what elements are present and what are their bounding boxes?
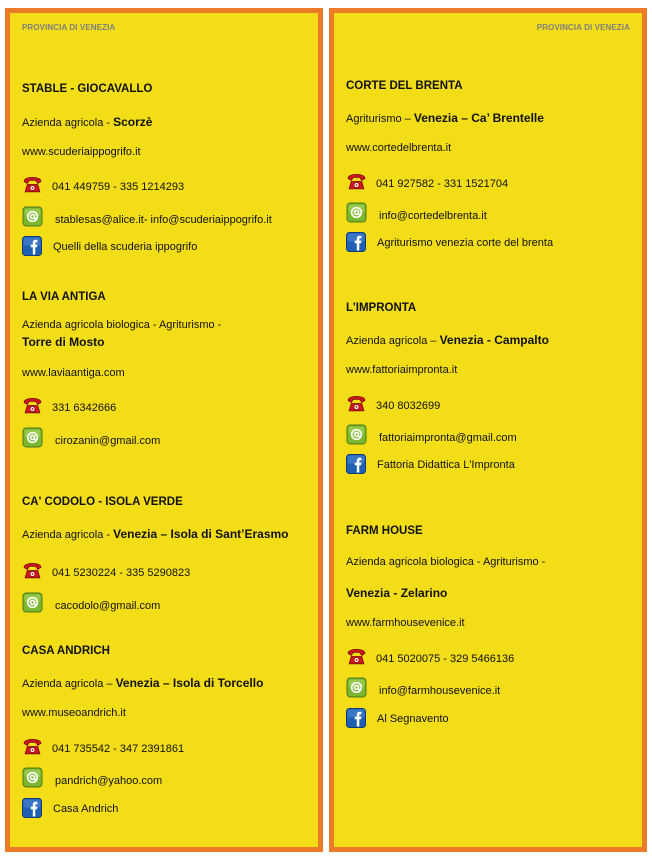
telephone-icon: [346, 646, 367, 667]
entry-type: Azienda agricola – Venezia - Campalto: [346, 333, 549, 347]
email-row: [346, 202, 646, 226]
facebook-icon: [22, 798, 42, 818]
email-address[interactable]: stablesas@alice.it- info@scuderiaippogrifo.it: [55, 214, 272, 226]
phone-row: [346, 171, 646, 195]
province-header: PROVINCIA DI VENEZIA: [22, 23, 116, 32]
facebook-page[interactable]: Casa Andrich: [53, 803, 119, 815]
entry-location: Venezia – Isola di Sant’Erasmo: [113, 527, 289, 541]
facebook-page[interactable]: Quelli della scuderia ippogrifo: [53, 241, 198, 253]
facebook-icon: [346, 708, 366, 728]
phone-numbers: 041 5020075 - 329 5466136: [376, 653, 515, 665]
email-row: [22, 427, 322, 451]
entry-website[interactable]: www.scuderiaippogrifo.it: [22, 146, 141, 158]
telephone-icon: [346, 171, 367, 192]
entry-title: CA' CODOLO - ISOLA VERDE: [22, 496, 183, 508]
entry-title: CASA ANDRICH: [22, 645, 110, 657]
facebook-row: [346, 454, 646, 478]
telephone-icon: [346, 393, 367, 414]
entry-title: STABLE - GIOCAVALLO: [22, 83, 153, 95]
entry-type: Agriturismo – Venezia – Ca’ Brentelle: [346, 111, 544, 125]
entry-website[interactable]: www.museoandrich.it: [22, 707, 126, 719]
facebook-row: [346, 232, 646, 256]
entry-location: Venezia – Ca’ Brentelle: [413, 111, 544, 125]
email-row: [22, 592, 322, 616]
facebook-icon: [22, 236, 42, 256]
right-panel: [329, 8, 647, 852]
email-address[interactable]: cacodolo@gmail.com: [55, 600, 161, 612]
phone-row: [346, 393, 646, 417]
telephone-icon: [22, 174, 43, 195]
email-at-icon: [346, 424, 367, 445]
telephone-icon: [22, 395, 43, 416]
entry-location: Venezia - Campalto: [439, 333, 549, 347]
email-at-icon: [22, 206, 43, 227]
entry-type: Azienda agricola - Scorzè: [22, 115, 153, 129]
entry-website[interactable]: www.laviaantiga.com: [22, 367, 125, 379]
facebook-page[interactable]: Fattoria Didattica L'Impronta: [377, 459, 515, 471]
entry-title: CORTE DEL BRENTA: [346, 80, 463, 92]
entry-type: Azienda agricola biologica - Agriturismo -: [346, 556, 546, 568]
facebook-row: [22, 236, 322, 260]
entry-website[interactable]: www.farmhousevenice.it: [346, 617, 465, 629]
facebook-row: [22, 798, 322, 822]
email-at-icon: [346, 202, 367, 223]
entry-location: Venezia – Isola di Torcello: [115, 676, 264, 690]
email-at-icon: [346, 677, 367, 698]
phone-numbers: 340 8032699: [376, 400, 441, 412]
phone-numbers: 041 5230224 - 335 5290823: [52, 567, 191, 579]
phone-numbers: 331 6342666: [52, 402, 117, 414]
telephone-icon: [22, 560, 43, 581]
facebook-icon: [346, 232, 366, 252]
phone-row: [22, 560, 322, 584]
phone-numbers: 041 449759 - 335 1214293: [52, 181, 185, 193]
phone-numbers: 041 735542 - 347 2391861: [52, 743, 185, 755]
email-address[interactable]: pandrich@yahoo.com: [55, 775, 163, 787]
entry-title: L'IMPRONTA: [346, 302, 417, 314]
province-header: PROVINCIA DI VENEZIA: [536, 23, 630, 32]
phone-numbers: 041 927582 - 331 1521704: [376, 178, 509, 190]
entry-location: Torre di Mosto: [22, 335, 105, 349]
email-row: [22, 767, 322, 791]
email-at-icon: [22, 592, 43, 613]
entry-website[interactable]: www.cortedelbrenta.it: [346, 142, 452, 154]
entry-type: Azienda agricola biologica - Agriturismo -: [22, 319, 222, 331]
email-address[interactable]: fattoriaimpronta@gmail.com: [379, 432, 517, 444]
email-address[interactable]: info@farmhousevenice.it: [379, 685, 501, 697]
email-row: [346, 677, 646, 701]
email-address[interactable]: cirozanin@gmail.com: [55, 435, 161, 447]
phone-row: [22, 174, 322, 198]
phone-row: [346, 646, 646, 670]
email-row: [346, 424, 646, 448]
facebook-icon: [346, 454, 366, 474]
email-at-icon: [22, 767, 43, 788]
entry-location: Scorzè: [113, 115, 153, 129]
entry-website[interactable]: www.fattoriaimpronta.it: [346, 364, 458, 376]
left-panel: [5, 8, 323, 852]
facebook-page[interactable]: Agriturismo venezia corte del brenta: [377, 237, 554, 249]
facebook-row: [346, 708, 646, 732]
entry-title: FARM HOUSE: [346, 525, 423, 537]
phone-row: [22, 395, 322, 419]
entry-location: Venezia - Zelarino: [346, 586, 448, 600]
entry-title: LA VIA ANTIGA: [22, 291, 106, 303]
phone-row: [22, 736, 322, 760]
entry-type: Azienda agricola – Venezia – Isola di Torcello: [22, 676, 264, 690]
entry-type: Azienda agricola - Venezia – Isola di Sant’Erasmo: [22, 527, 289, 541]
facebook-page[interactable]: Al Segnavento: [377, 713, 449, 725]
telephone-icon: [22, 736, 43, 757]
email-row: [22, 206, 322, 230]
email-at-icon: [22, 427, 43, 448]
email-address[interactable]: info@cortedelbrenta.it: [379, 210, 487, 222]
